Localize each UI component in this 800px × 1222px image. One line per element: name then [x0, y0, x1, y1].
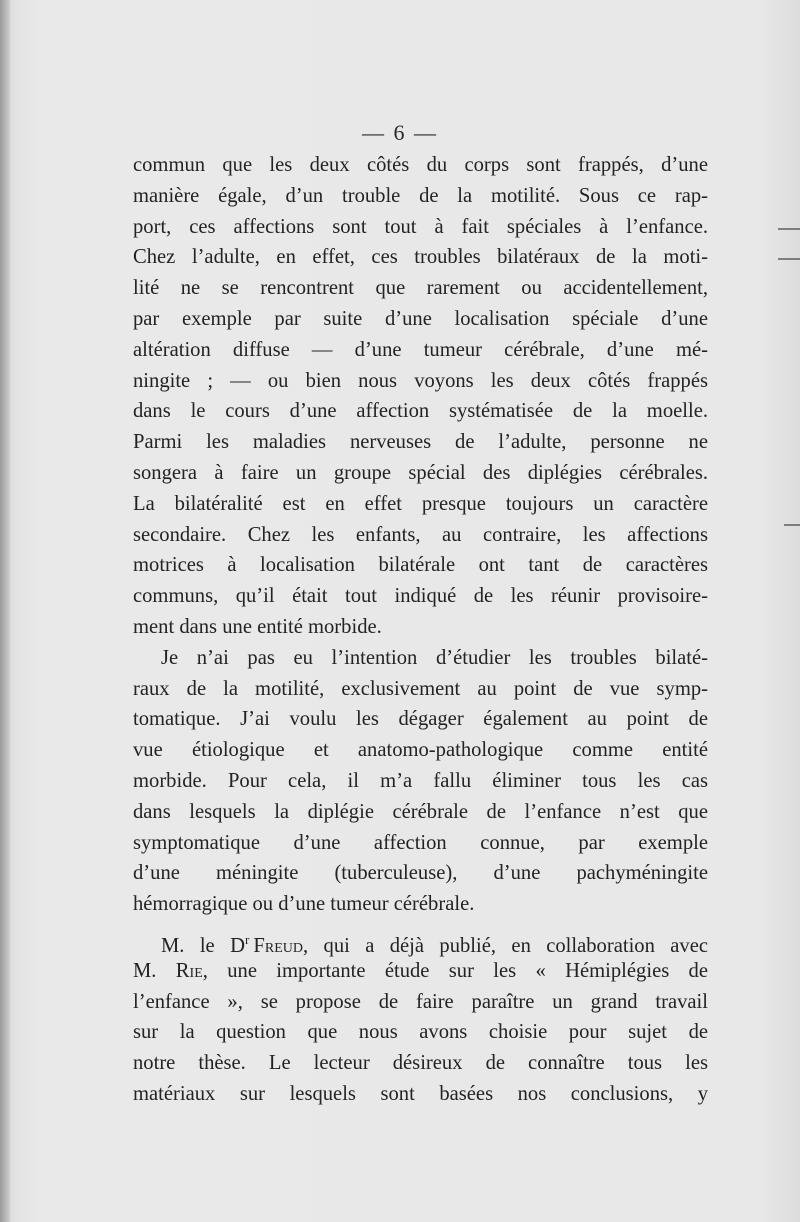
text-line: ment dans une entité morbide. — [133, 615, 382, 638]
text-line: ningite ; — ou bien nous voyons les deux côtés frappés — [133, 369, 708, 392]
text-fragment: , une importante étude sur les « Hémiplégies de — [202, 959, 708, 982]
text-line: manière égale, d’un trouble de la motilité. Sous ce rap- — [133, 184, 708, 207]
text-line: raux de la motilité, exclusivement au point de vue symp- — [133, 677, 708, 700]
text-line — [133, 956, 708, 987]
text-line: Chez l’adulte, en effet, ces troubles bilatéraux de la moti- — [133, 246, 708, 269]
text-line: songera à faire un groupe spécial des diplégies cérébrales. — [133, 461, 708, 484]
text-line: par exemple par suite d’une localisation spéciale d’une — [133, 307, 708, 330]
author-name-freud: Freud — [253, 934, 303, 957]
text-line: symptomatique d’une affection connue, par exemple — [133, 831, 708, 854]
text-line: Parmi les maladies nerveuses de l’adulte, personne ne — [133, 431, 708, 454]
text-line: La bilatéralité est en effet presque toujours un caractère — [133, 492, 708, 515]
margin-dash — [778, 228, 800, 230]
text-line: notre thèse. Le lecteur désireux de connaître tous les — [133, 1052, 708, 1075]
text-line: matériaux sur lesquels sont basées nos conclusions, y — [133, 1082, 708, 1105]
body-text — [133, 150, 708, 1110]
text-line: sur la question que nous avons choisie pour sujet de — [133, 1021, 708, 1044]
paragraph-3 — [133, 925, 708, 1110]
margin-dash — [778, 258, 800, 260]
text-line — [133, 925, 708, 956]
paragraph-1 — [133, 150, 708, 643]
text-line: vue étiologique et anatomo-pathologique comme entité — [133, 739, 708, 762]
margin-dash — [784, 524, 800, 526]
text-line: dans lesquels la diplégie cérébrale de l’enfance n’est que — [133, 800, 708, 823]
text-fragment: M. — [133, 959, 176, 982]
paragraph-2 — [133, 643, 708, 920]
text-line: secondaire. Chez les enfants, au contraire, les affections — [133, 523, 708, 546]
text-line: communs, qu’il était tout indiqué de les réunir provisoire- — [133, 585, 708, 608]
page-number: — 6 — — [362, 120, 438, 145]
text-line: dans le cours d’une affection systématisée de la moelle. — [133, 400, 708, 423]
text-line: commun que les deux côtés du corps sont frappés, d’une — [133, 154, 708, 176]
text-line: l’enfance », se propose de faire paraître un grand travail — [133, 990, 708, 1013]
text-line: port, ces affections sont tout à fait spéciales à l’enfance. — [133, 215, 708, 238]
text-fragment: , qui a déjà publié, en collaboration avec — [303, 934, 708, 957]
text-line: Je n’ai pas eu l’intention d’étudier les troubles bilaté- — [161, 646, 708, 669]
text-line: motrices à localisation bilatérale ont tant de caractères — [133, 554, 708, 577]
text-line: altération diffuse — d’une tumeur cérébrale, d’une mé- — [133, 338, 708, 361]
text-line: hémorragique ou d’une tumeur cérébrale. — [133, 893, 475, 916]
text-line: morbide. Pour cela, il m’a fallu éliminer tous les cas — [133, 769, 708, 792]
text-line: d’une méningite (tuberculeuse), d’une pachyméningite — [133, 862, 708, 885]
text-fragment: M. le D — [161, 934, 245, 957]
book-spine-shadow — [0, 0, 10, 1222]
author-name-rie: Rie — [175, 959, 203, 982]
text-line: tomatique. J’ai voulu les dégager également au point de — [133, 708, 708, 731]
superscript: r — [244, 931, 250, 947]
text-line: lité ne se rencontrent que rarement ou accidentellement, — [133, 277, 708, 300]
